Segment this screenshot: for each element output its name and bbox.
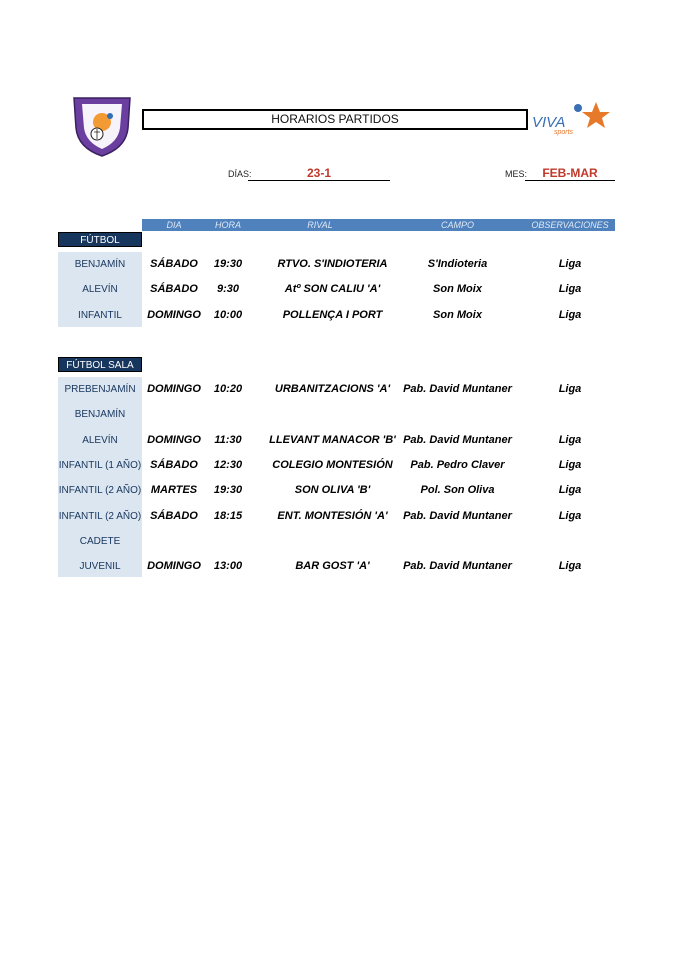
rival-cell: SON OLIVA 'B' [294, 484, 371, 497]
category-cell: JUVENIL [79, 561, 121, 573]
table-row [58, 554, 615, 579]
campo-cell: Son Moix [433, 308, 482, 321]
hora-cell: 19:30 [213, 484, 243, 497]
rival-cell: ENT. MONTESIÓN 'A' [277, 509, 388, 522]
category-cell: BENJAMÍN [74, 259, 126, 270]
campo-cell: Pab. David Muntaner [403, 560, 512, 573]
hora-cell: 18:15 [213, 509, 243, 522]
rival-cell [250, 529, 415, 554]
mes-underline [525, 180, 615, 181]
observaciones-cell [520, 529, 620, 554]
category-cell: CADETE [79, 535, 121, 547]
rival-cell: POLLENÇA I PORT [282, 308, 383, 321]
dia-cell: SÁBADO [150, 258, 198, 270]
section-header-futbol: FÚTBOL [58, 232, 142, 247]
hora-cell: 9:30 [216, 283, 240, 296]
dia-cell [142, 529, 206, 554]
club-crest-logo [70, 92, 134, 158]
category-cell: PREBENJAMÍN [64, 384, 136, 395]
table-row [58, 303, 615, 328]
campo-cell [395, 529, 520, 554]
rival-cell [250, 402, 415, 427]
column-header-campo: CAMPO [440, 220, 474, 230]
table-row [58, 504, 615, 529]
observaciones-cell: Liga [558, 433, 582, 446]
dias-underline [248, 180, 390, 181]
observaciones-cell: Liga [558, 283, 582, 296]
viva-logo-text: VIVA [532, 114, 566, 131]
category-cell: INFANTIL (2 AÑO) [58, 510, 142, 522]
dia-cell: SÁBADO [150, 509, 198, 522]
dia-cell: SÁBADO [150, 458, 198, 471]
table-row [58, 529, 615, 554]
dia-cell: MARTES [150, 484, 198, 497]
observaciones-cell: Liga [558, 258, 582, 270]
campo-cell: S'Indioteria [427, 258, 488, 270]
category-cell: BENJAMÍN [74, 409, 126, 421]
category-cell: ALEVÍN [82, 284, 118, 296]
column-header-hora: HORA [214, 220, 241, 230]
hora-cell: 19:30 [213, 258, 243, 270]
column-header-rival: RIVAL [307, 220, 333, 230]
observaciones-cell: Liga [558, 484, 582, 497]
hora-cell: 11:30 [214, 433, 242, 446]
dia-cell: DOMINGO [147, 383, 201, 395]
rival-cell: Atº SON CALIU 'A' [284, 283, 381, 296]
table-row [58, 453, 615, 478]
table-header-row [142, 219, 615, 231]
hora-cell [206, 402, 250, 427]
campo-cell: Pab. David Muntaner [403, 433, 512, 446]
dia-cell [142, 402, 206, 427]
dia-cell: SÁBADO [150, 283, 198, 296]
campo-cell: Pol. Son Oliva [420, 484, 495, 497]
page-title: HORARIOS PARTIDOS [142, 109, 528, 130]
category-cell: ALEVÍN [82, 434, 118, 446]
dias-value: 23-1 [306, 166, 332, 180]
campo-cell [395, 402, 520, 427]
category-cell: INFANTIL [78, 309, 122, 321]
category-cell: INFANTIL (2 AÑO) [58, 485, 142, 497]
campo-cell: Pab. David Muntaner [403, 383, 512, 395]
hora-cell: 12:30 [213, 458, 243, 471]
table-row [58, 478, 615, 503]
dia-cell: DOMINGO [147, 433, 201, 446]
mes-value: FEB-MAR [542, 166, 598, 180]
observaciones-cell: Liga [558, 560, 582, 573]
column-header-dia: DIA [166, 220, 182, 230]
column-header-observaciones: OBSERVACIONES [531, 220, 609, 230]
table-row [58, 277, 615, 302]
observaciones-cell: Liga [558, 383, 582, 395]
rival-cell: RTVO. S'INDIOTERIA [277, 258, 388, 270]
observaciones-cell: Liga [558, 509, 582, 522]
mes-label: MES: [505, 169, 528, 179]
section-header-futbol-sala: FÚTBOL SALA [58, 357, 142, 372]
observaciones-cell [520, 402, 620, 427]
observaciones-cell: Liga [558, 458, 582, 471]
table-row [58, 402, 615, 427]
campo-cell: Son Moix [433, 283, 482, 296]
dias-label: DÍAS: [228, 169, 252, 179]
rival-cell: URBANITZACIONS 'A' [274, 383, 391, 395]
observaciones-cell: Liga [558, 308, 582, 321]
viva-logo-subtext: sports [554, 129, 574, 136]
hora-cell [206, 529, 250, 554]
campo-cell: Pab. Pedro Claver [410, 458, 505, 471]
rival-cell: LLEVANT MANACOR 'B' [269, 433, 396, 446]
hora-cell: 10:00 [213, 308, 243, 321]
rival-cell: BAR GOST 'A' [295, 560, 370, 573]
dia-cell: DOMINGO [147, 560, 201, 573]
table-row [58, 428, 615, 453]
viva-sports-logo [530, 100, 612, 140]
table-row [58, 252, 615, 277]
table-row [58, 377, 615, 402]
hora-cell: 13:00 [213, 560, 243, 573]
dia-cell: DOMINGO [147, 308, 201, 321]
campo-cell: Pab. David Muntaner [403, 509, 512, 522]
hora-cell: 10:20 [213, 383, 243, 395]
category-cell: INFANTIL (1 AÑO) [58, 459, 142, 471]
rival-cell: COLEGIO MONTESIÓN [272, 458, 393, 471]
